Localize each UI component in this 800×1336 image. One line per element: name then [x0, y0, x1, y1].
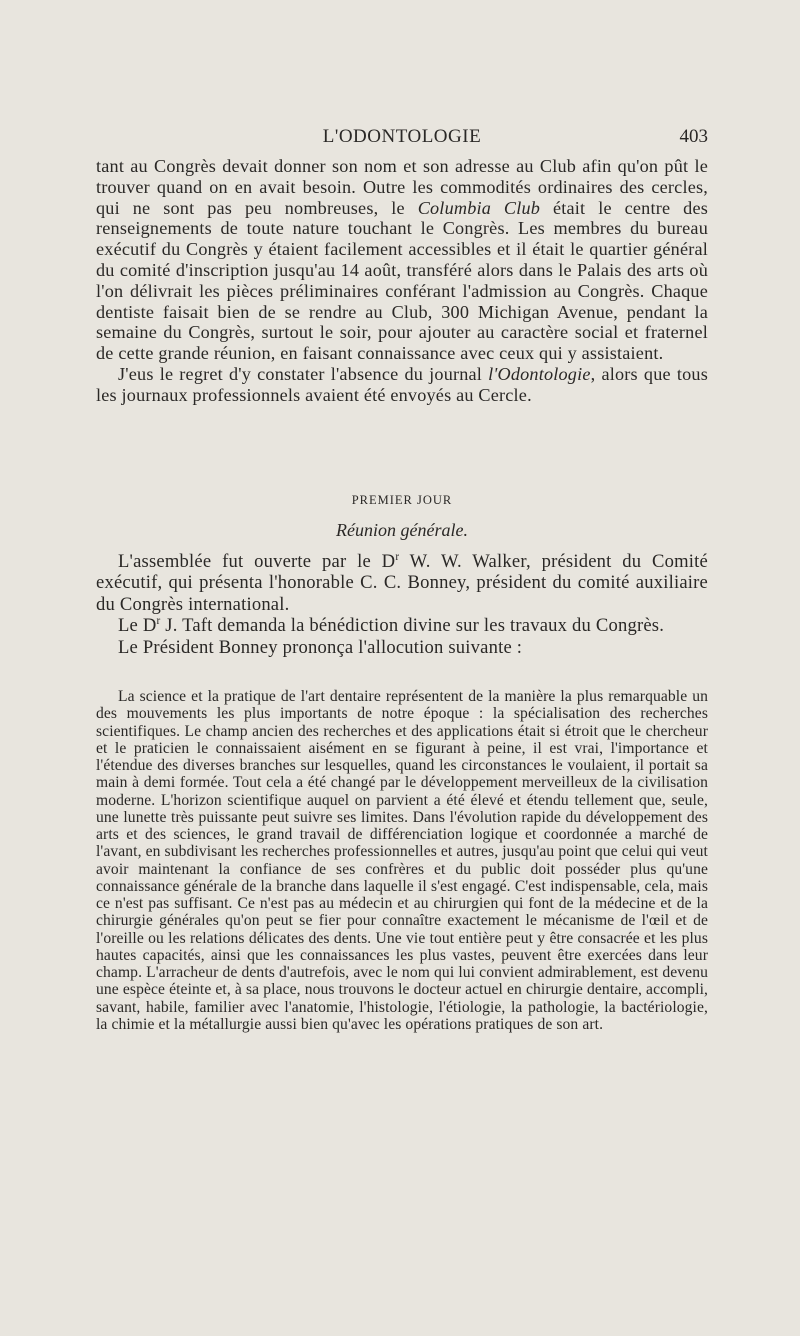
- superscript: r: [156, 615, 161, 628]
- paragraph-allocution: La science et la pratique de l'art dentaire représentent de la manière la plus remarquable un des mouvements les plus importants de notre époque : la spécialisation des recherches scientifiques. Le champ ancien des recherches et des applications était si étroit que le chercheur et le praticien le connaissaient aisément en se figurant à peine, il est vrai, l'importance et l'étendue des diverses branches sur lesquelles, quand les circonstances le voulaient, il portait sa main à demi formée. Tout cela a été changé par le développement merveilleux de la civilisation moderne. L'horizon scientifique auquel on parvient a été élevé et étendu tellement que, seule, une lunette très puissante peut suivre ses limites. Dans l'évolution rapide du développement des arts et des sciences, le grand travail de différenciation logique et coordonnée a marché de l'avant, en subdivisant les recherches professionnelles et autres, jusqu'au point que celui qui veut avoir maintenant la confiance de ses confrères et du public doit posséder plus qu'une connaissance générale de la branche dans laquelle il s'est engagé. C'est indispensable, cela, mais ce n'est pas suffisant. Ce n'est pas au médecin et au chirurgien qui font de la médecine et de la chirurgie générales qu'on peut se fier pour connaître exactement le mécanisme de l'œil et de l'oreille ou les relations délicates des dents. Une vie tout entière peut y être consacrée et les plus hautes capacités, ainsi que les connaissances les plus vastes, peuvent être exercées dans leur champ. L'arracheur de dents d'autrefois, avec le nom qui lui convient admirablement, est devenu une espèce éteinte et, à sa place, nous trouvons le docteur actuel en chirurgie dentaire, accompli, savant, habile, familier avec l'anatomie, l'histologie, l'étiologie, la pathologie, la bactériologie, la chimie et la métallurgie aussi bien qu'avec les opérations pratiques de son art.: [96, 688, 708, 1033]
- paragraph-allocution-intro: Le Président Bonney prononça l'allocution suivante :: [118, 636, 523, 658]
- running-title: L'ODONTOLOGIE: [322, 126, 482, 147]
- page-header: [96, 126, 708, 152]
- assembly-text-block: [96, 551, 708, 658]
- text-run: , alors que tous les journaux professionnels avaient été envoyés au Cercle.: [96, 363, 708, 405]
- section-subtitle: Réunion générale.: [336, 520, 468, 540]
- paragraph-assembly-opening: [96, 551, 708, 615]
- italic-journal-name: l'Odontologie: [488, 363, 591, 384]
- italic-club-name: Columbia Club: [417, 197, 541, 218]
- page-number: 403: [679, 126, 708, 147]
- section-title: PREMIER JOUR: [351, 493, 453, 507]
- paragraph-benediction: [96, 615, 708, 636]
- text-run: J. Taft demanda la bénédiction divine sur les travaux du Congrès.: [160, 615, 665, 637]
- text-run: L'assemblée fut ouverte par le D: [118, 551, 396, 572]
- text-run: Le D: [118, 615, 157, 637]
- text-run: était le centre des renseignements de toute nature touchant le Congrès. Les membres du bureau exécutif du Congrès y étaient facilement accessibles et il était le quartier général du comité d'inscription jusqu'au 14 août, transféré alors dans le Palais des arts où l'on délivrait les pièces préliminaires conférant l'admission au Congrès. Chaque dentiste faisait bien de se rendre au Club, 300 Michigan Avenue, pendant la semaine du Congrès, surtout le soir, pour ajouter au caractère social et fraternel de cette grande réunion, en faisant connaissance avec ceux qui y assistaient.: [96, 197, 709, 364]
- text-run: J'eus le regret d'y constater l'absence du journal: [118, 363, 489, 384]
- opening-text-block: [96, 156, 708, 406]
- paragraph-columbia-club: [96, 156, 708, 364]
- allocution-quote-block: [96, 688, 708, 1033]
- text-run: tant au Congrès devait donner son nom et son adresse au Club afin qu'on pût le trouver quand on en avait besoin. Outre les commodités ordinaires des cercles, qui ne sont pas peu nombreuses, le: [96, 156, 708, 218]
- text-run: W. W. Walker, président du Comité exécutif, qui présenta l'honorable C. C. Bonney, président du comité auxiliaire du Congrès international.: [96, 551, 708, 615]
- superscript: r: [395, 550, 400, 563]
- paragraph-journal-absence: [96, 364, 708, 406]
